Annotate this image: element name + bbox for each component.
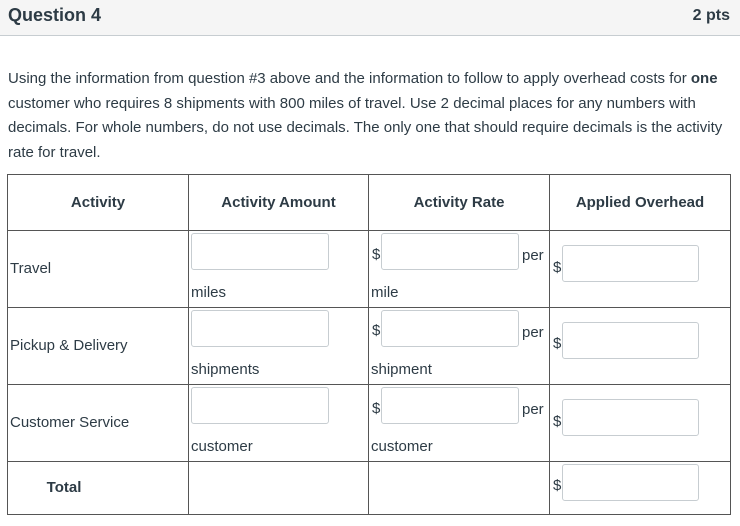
- travel-amount-input[interactable]: [191, 233, 329, 270]
- total-label: Total: [46, 479, 82, 496]
- pickup-rate-input[interactable]: [381, 310, 519, 347]
- table-border-top: [7, 174, 731, 175]
- travel-overhead-currency: $: [553, 259, 562, 276]
- header-activity-rate: Activity Rate: [413, 194, 505, 211]
- table-col-divider: [188, 174, 189, 515]
- pickup-overhead-input[interactable]: [562, 322, 699, 359]
- table-col-divider: [368, 174, 369, 515]
- customer-service-rate-per: per: [522, 401, 544, 418]
- table-row-divider: [7, 230, 731, 231]
- customer-service-overhead-currency: $: [553, 413, 562, 430]
- table-row-divider: [7, 461, 731, 462]
- header-activity-amount: Activity Amount: [221, 194, 336, 211]
- customer-service-rate-input[interactable]: [381, 387, 519, 424]
- customer-service-rate-unit: customer: [371, 438, 433, 455]
- activity-label-pickup-delivery: Pickup & Delivery: [10, 337, 128, 354]
- question-title: Question 4: [8, 5, 102, 25]
- travel-rate-unit: mile: [371, 284, 399, 301]
- table-border-right: [730, 174, 731, 515]
- pickup-rate-currency: $: [372, 322, 381, 339]
- travel-rate-currency: $: [372, 246, 381, 263]
- table-border-bottom: [7, 514, 731, 515]
- travel-rate-per: per: [522, 247, 544, 264]
- customer-service-overhead-input[interactable]: [562, 399, 699, 436]
- travel-rate-input[interactable]: [381, 233, 519, 270]
- question-points: 2 pts: [692, 7, 730, 24]
- customer-service-amount-input[interactable]: [191, 387, 329, 424]
- pickup-amount-unit: shipments: [191, 361, 260, 378]
- total-overhead-currency: $: [553, 477, 562, 494]
- total-overhead-input[interactable]: [562, 464, 699, 501]
- pickup-rate-per: per: [522, 324, 544, 341]
- pickup-rate-unit: shipment: [371, 361, 432, 378]
- customer-service-rate-currency: $: [372, 400, 381, 417]
- table-row-divider: [7, 307, 731, 308]
- prompt-text-1: Using the information from question #3 above and the information to follow to apply overhead costs for: [8, 70, 691, 87]
- travel-overhead-input[interactable]: [562, 245, 699, 282]
- pickup-overhead-currency: $: [553, 335, 562, 352]
- customer-service-amount-unit: customer: [191, 438, 253, 455]
- question-header: [0, 0, 740, 36]
- pickup-amount-input[interactable]: [191, 310, 329, 347]
- table-col-divider: [549, 174, 550, 515]
- prompt-text-2: customer who requires 8 shipments with 800 miles of travel. Use 2 decimal places for any numbers with decimals. For whole numbers, do not use decimals. The only one that should require decimals is the activity rate for travel.: [8, 94, 723, 161]
- question-prompt: [8, 67, 730, 165]
- header-activity: Activity: [70, 194, 126, 211]
- table-row-divider: [7, 384, 731, 385]
- activity-label-travel: Travel: [10, 260, 52, 277]
- prompt-bold-text: one: [690, 70, 718, 87]
- table-border-left: [7, 174, 8, 515]
- activity-label-customer-service: Customer Service: [10, 414, 130, 431]
- travel-amount-unit: miles: [191, 284, 227, 301]
- header-applied-overhead: Applied Overhead: [575, 194, 705, 211]
